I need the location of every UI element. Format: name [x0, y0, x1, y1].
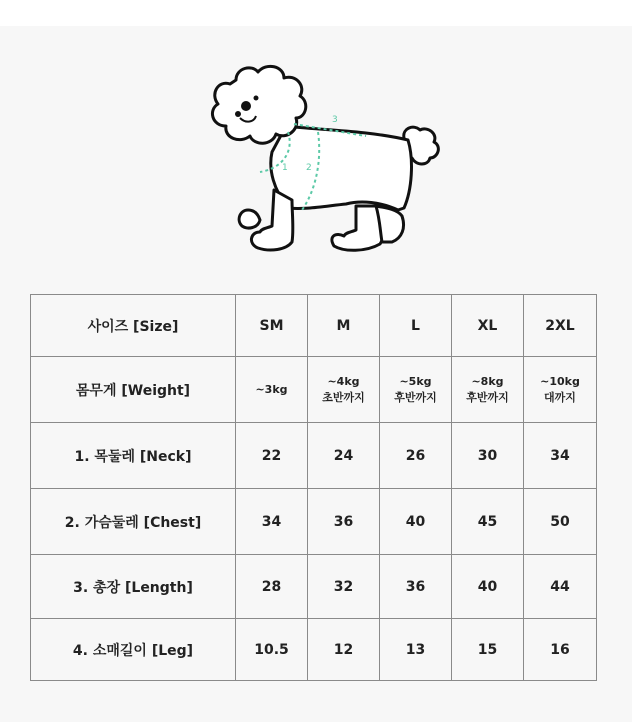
table-cell: 50: [524, 489, 597, 555]
measure-mark-3: 3: [332, 115, 338, 125]
table-cell: 22: [236, 423, 308, 489]
table-cell: 24: [308, 423, 380, 489]
weight-cell: [308, 357, 380, 423]
weight-cell: [524, 357, 597, 423]
size-chart-table: [30, 294, 597, 681]
size-header-2xl: 2XL: [524, 295, 597, 357]
table-cell: 32: [308, 555, 380, 619]
table-cell: 36: [380, 555, 452, 619]
weight-cell: [380, 357, 452, 423]
weight-value: ~10kg: [540, 374, 580, 388]
table-cell: 12: [308, 619, 380, 681]
weight-value: ~4kg: [327, 374, 360, 388]
size-header-xl: XL: [452, 295, 524, 357]
leg-row: [31, 619, 597, 681]
weight-value: ~8kg: [471, 374, 504, 388]
weight-cell: [236, 357, 308, 423]
weight-cell: [452, 357, 524, 423]
chest-row: [31, 489, 597, 555]
neck-row: [31, 423, 597, 489]
table-header-row: [31, 295, 597, 357]
table-cell: 16: [524, 619, 597, 681]
size-header-label: 사이즈 [Size]: [31, 295, 236, 357]
chest-label: 2. 가슴둘레 [Chest]: [31, 489, 236, 555]
table-cell: 34: [524, 423, 597, 489]
dog-illustration: [176, 60, 456, 260]
table-cell: 13: [380, 619, 452, 681]
weight-note: 대까지: [544, 390, 576, 404]
measure-mark-1: 1: [282, 163, 288, 173]
table-cell: 34: [236, 489, 308, 555]
table-cell: 26: [380, 423, 452, 489]
size-header-sm: SM: [236, 295, 308, 357]
table-cell: 40: [380, 489, 452, 555]
weight-note: 초반까지: [322, 390, 365, 404]
leg-label: 4. 소매길이 [Leg]: [31, 619, 236, 681]
table-cell: 40: [452, 555, 524, 619]
weight-note: 후반까지: [466, 390, 509, 404]
weight-label: 몸무게 [Weight]: [31, 357, 236, 423]
table-cell: 15: [452, 619, 524, 681]
weight-note: 후반까지: [394, 390, 437, 404]
weight-value: ~3kg: [255, 382, 288, 396]
table-cell: 36: [308, 489, 380, 555]
length-label: 3. 총장 [Length]: [31, 555, 236, 619]
table-cell: 28: [236, 555, 308, 619]
table-cell: 10.5: [236, 619, 308, 681]
length-row: [31, 555, 597, 619]
neck-label: 1. 목둘레 [Neck]: [31, 423, 236, 489]
size-header-l: L: [380, 295, 452, 357]
table-cell: 44: [524, 555, 597, 619]
measure-mark-2: 2: [306, 163, 312, 173]
table-cell: 45: [452, 489, 524, 555]
size-header-m: M: [308, 295, 380, 357]
weight-value: ~5kg: [399, 374, 432, 388]
table-cell: 30: [452, 423, 524, 489]
weight-row: [31, 357, 597, 423]
